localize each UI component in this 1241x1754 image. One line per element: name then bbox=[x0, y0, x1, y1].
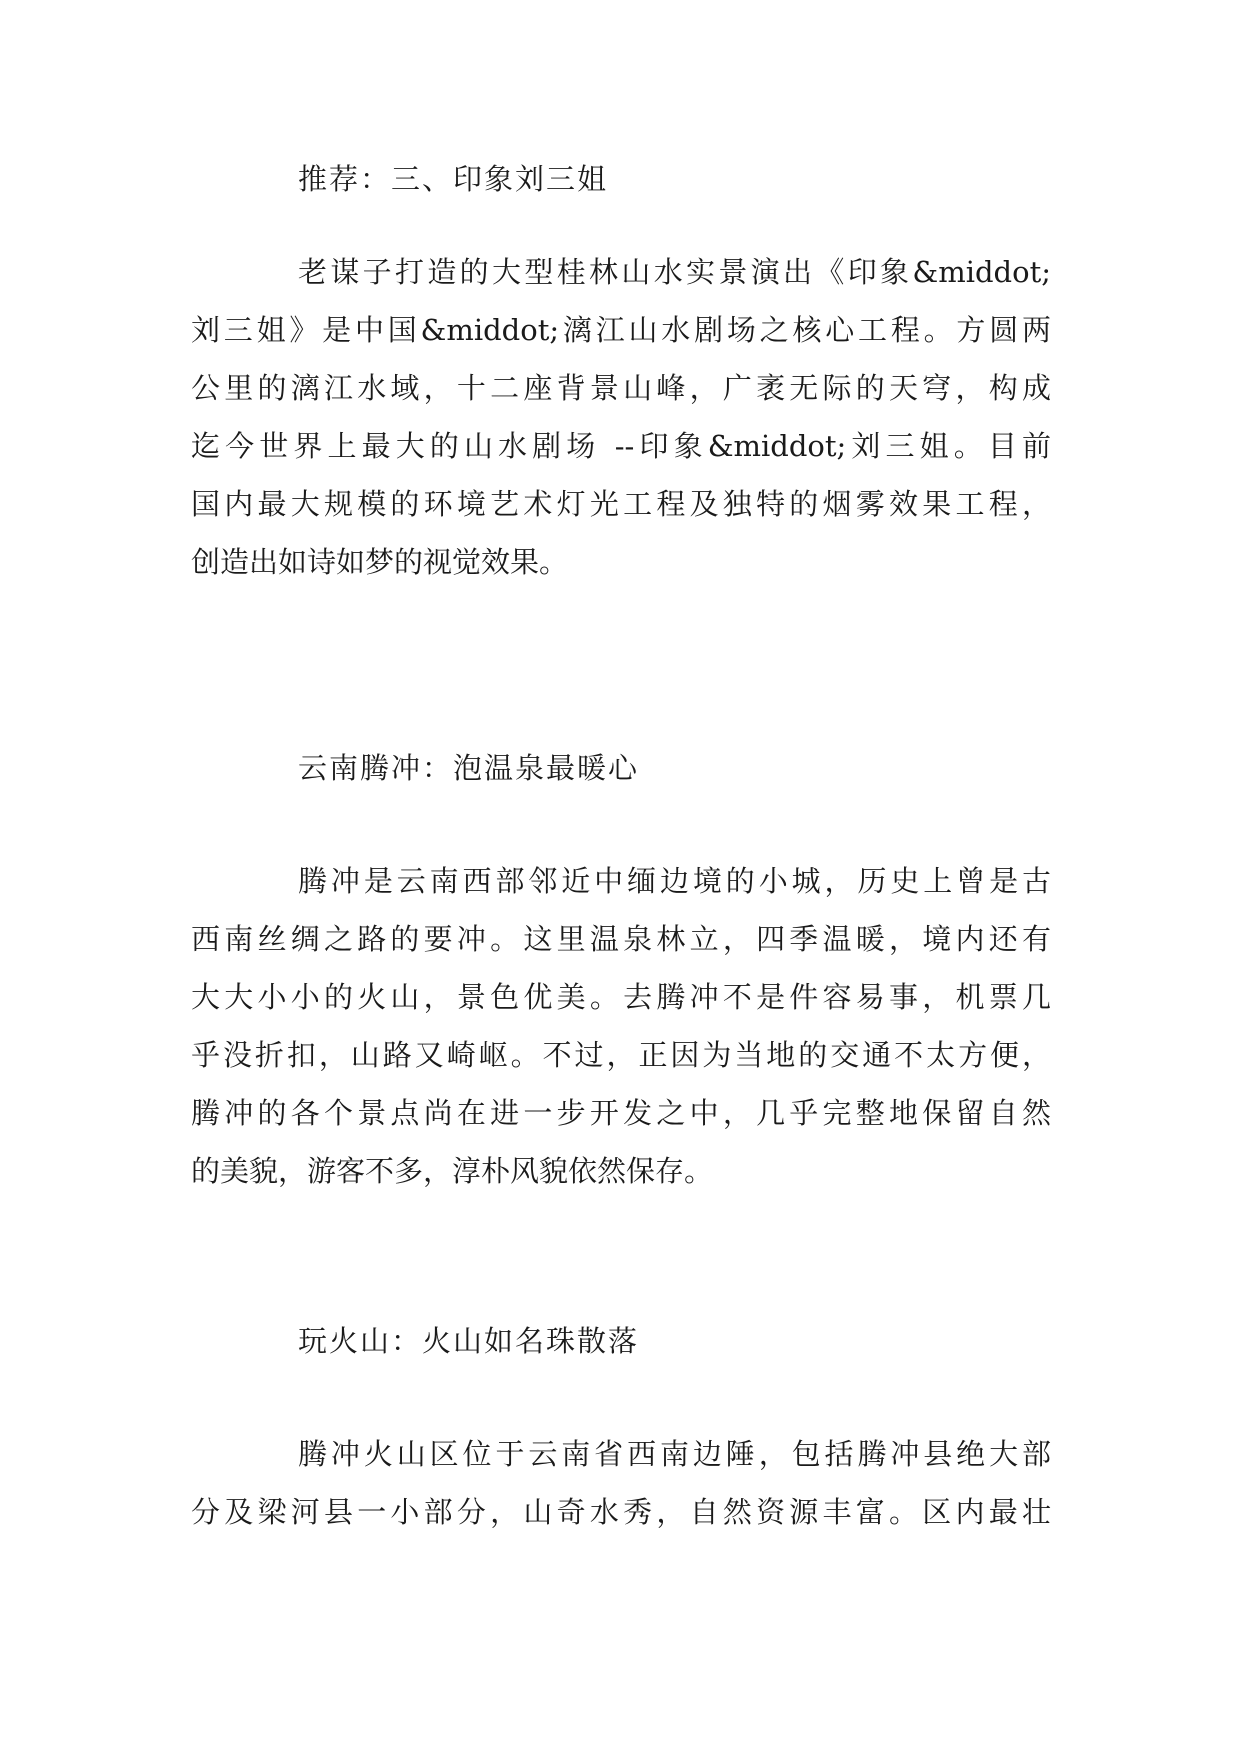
paragraph-line: 腾冲的各个景点尚在进一步开发之中，几乎完整地保留自然 bbox=[191, 1096, 1051, 1130]
section-heading-3: 玩火山：火山如名珠散落 bbox=[298, 1324, 640, 1358]
paragraph-line: 公里的漓江水域，十二座背景山峰，广袤无际的天穹，构成 bbox=[191, 371, 1051, 405]
section-paragraph-1 bbox=[191, 243, 1051, 591]
paragraph-line: 腾冲火山区位于云南省西南边陲，包括腾冲县绝大部 bbox=[298, 1437, 1051, 1471]
paragraph-line: 创造出如诗如梦的视觉效果。 bbox=[191, 545, 569, 579]
paragraph-line: 迄今世界上最大的山水剧场 --印象&middot;刘三姐。目前 bbox=[191, 429, 1051, 463]
paragraph-line: 老谋子打造的大型桂林山水实景演出《印象&middot; bbox=[298, 255, 1051, 289]
paragraph-line: 腾冲是云南西部邻近中缅边境的小城，历史上曾是古 bbox=[298, 864, 1051, 898]
paragraph-line: 西南丝绸之路的要冲。这里温泉林立，四季温暖，境内还有 bbox=[191, 922, 1051, 956]
section-paragraph-2 bbox=[191, 852, 1051, 1200]
section-paragraph-3 bbox=[191, 1425, 1051, 1541]
paragraph-line: 刘三姐》是中国&middot;漓江山水剧场之核心工程。方圆两 bbox=[191, 313, 1051, 347]
paragraph-line: 分及梁河县一小部分，山奇水秀，自然资源丰富。区内最壮 bbox=[191, 1495, 1051, 1529]
section-heading-2: 云南腾冲：泡温泉最暖心 bbox=[298, 751, 640, 785]
paragraph-line: 乎没折扣，山路又崎岖。不过，正因为当地的交通不太方便， bbox=[191, 1038, 1051, 1072]
paragraph-line: 国内最大规模的环境艺术灯光工程及独特的烟雾效果工程， bbox=[191, 487, 1051, 521]
paragraph-line: 大大小小的火山，景色优美。去腾冲不是件容易事，机票几 bbox=[191, 980, 1051, 1014]
paragraph-line: 的美貌，游客不多，淳朴风貌依然保存。 bbox=[191, 1154, 714, 1188]
section-heading-1: 推荐：三、印象刘三姐 bbox=[298, 162, 609, 196]
